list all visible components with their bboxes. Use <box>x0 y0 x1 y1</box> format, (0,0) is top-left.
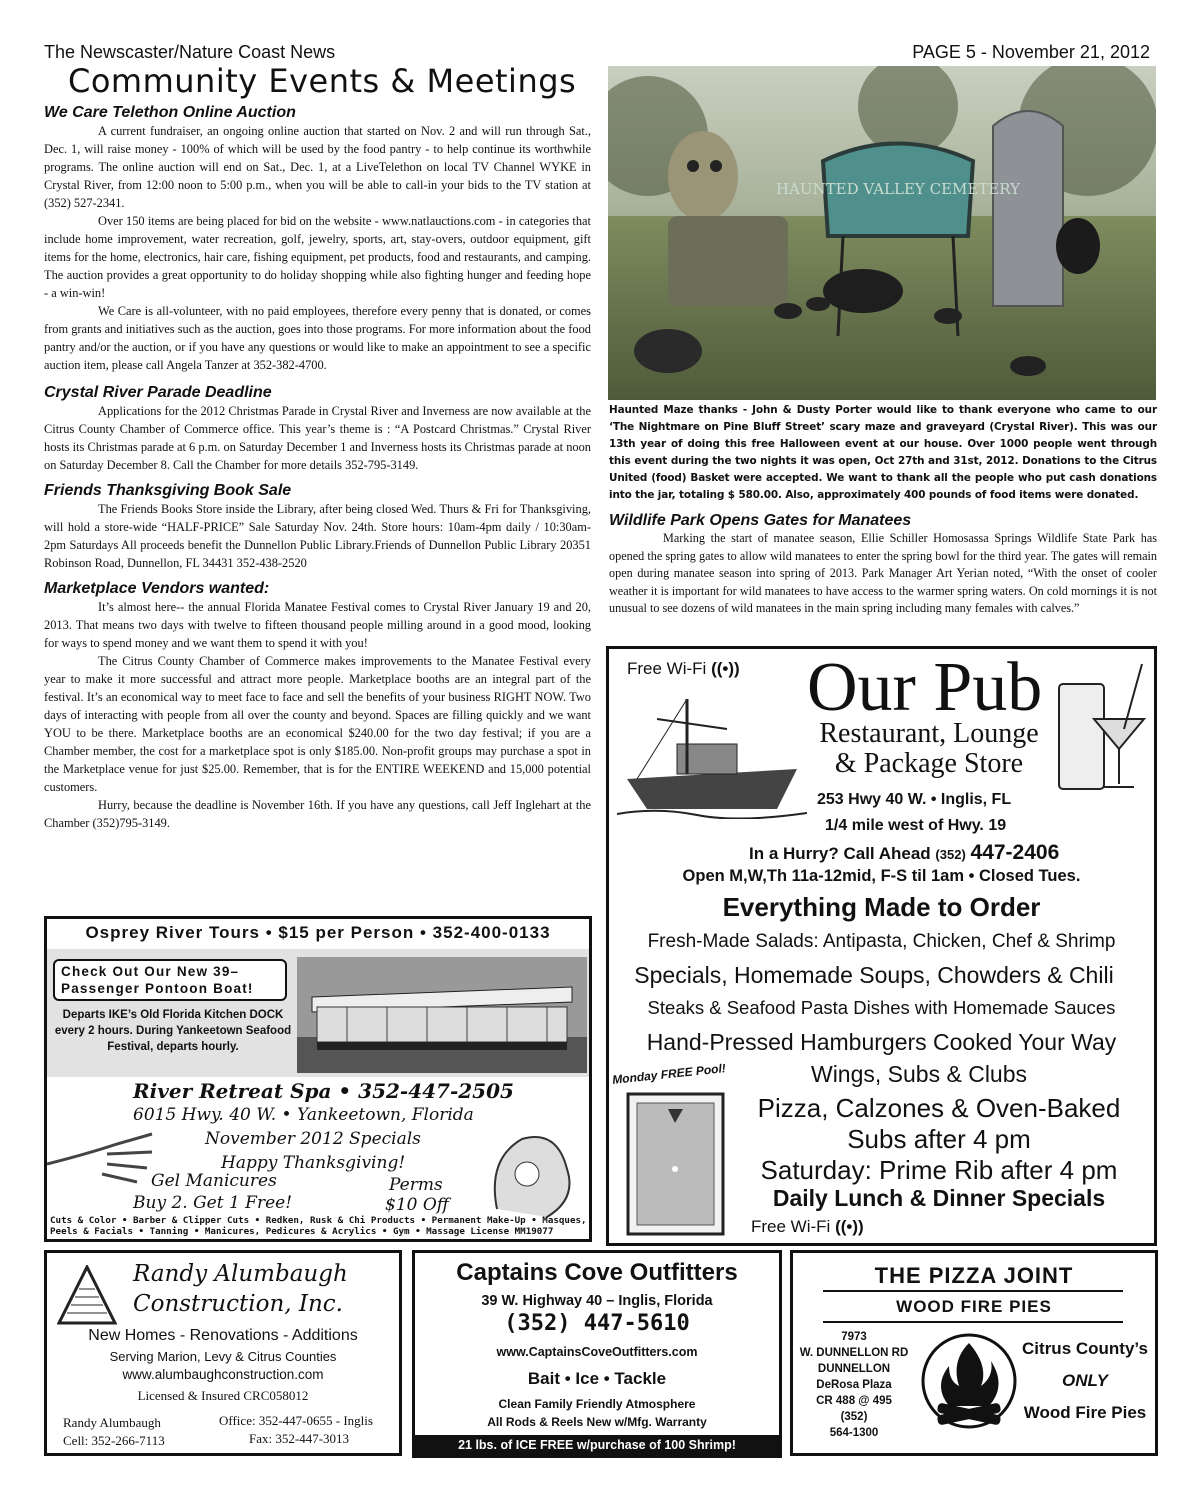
wildlife-article <box>609 512 1157 618</box>
article-body <box>609 530 1157 618</box>
left-articles <box>44 104 591 832</box>
newspaper-name: The Newscaster/Nature Coast News <box>44 42 336 62</box>
wifi-text: Free Wi-Fi <box>627 659 707 678</box>
spa-thanksgiving: Happy Thanksgiving! <box>221 1153 406 1173</box>
store-goods: Bait • Ice • Tackle <box>527 1369 667 1388</box>
paragraph: The Citrus County Chamber of Commerce makes improvements to the Manatee Festival every year to make it more successful and attract more people. Marketplace booths are an integral part of the festival. It’s an economical way to meet face to face and sell the benefits of your business RIGHT NOW. Two days of interacting with people from all over the county and beyond. Spaces are filling quickly and we want YOU to be there. Marketplace booths are an economical $240.00 for the two day festival; if you are a Chamber member, the cost for a marketplace spot is only $185.00. Non-profit groups may purchase a spot in the Marketplace venue for just $25.00. Remember, that is for the ENTIRE WEEKEND and 15,000 potential customers. <box>44 654 591 794</box>
menu-item: Pizza, Calzones & Oven-Baked <box>757 1093 1121 1123</box>
paragraph: Marking the start of manatee season, Ellie Schiller Homosassa Springs Wildlife State Park has opened the spring gates to allow wild manatees to enter the spring bowl for the third year. The gates will remain open during manatee season into spring of 2013. Park Manager Art Yerian noted, “With the onset of cooler weather it is important for wild manatees to have access to the warmer spring waters. On cold mornings it is not unusual to see dozens of wild manatees in the main spring including many females with calves.” <box>609 531 1157 615</box>
contact-name: Randy Alumbaugh <box>63 1415 161 1430</box>
pizza-address <box>795 1329 913 1441</box>
website: www.alumbaughconstruction.com <box>122 1367 324 1382</box>
photo-caption: Haunted Maze thanks - John & Dusty Porter would like to thank everyone who came to our ‘The Nightmare on Pine Bluff Street’ scary maze and graveyard (Crystal River). This was our 13th year of doing this free Halloween event at our house. Over 1000 people went through this event during the two nights it was open, Oct 27th and 31st, 2012. Donations to the Citrus United (food) Basket were accepted. We want to thank all the people who put cash donations into the jar, totaling $ 580.00. Also, approximately 400 pounds of food items were donated. <box>609 404 1157 501</box>
wifi-text: Free Wi-Fi <box>751 1217 831 1236</box>
ice-promo: 21 lbs. of ICE FREE w/purchase of 100 Shrimp! <box>415 1435 779 1455</box>
manicured-hand-icon <box>47 1124 157 1194</box>
address-line: DUNNELLON <box>817 1363 891 1375</box>
store-website: www.CaptainsCoveOutfitters.com <box>496 1345 698 1359</box>
pontoon-boat-photo <box>297 957 587 1073</box>
fax: Fax: 352-447-3013 <box>249 1431 350 1446</box>
menu-item: Fresh-Made Salads: Antipasta, Chicken, Chef & Shrimp <box>647 931 1116 952</box>
address-line: W. DUNNELLON RD <box>799 1347 909 1359</box>
haunted-maze-photo <box>608 66 1156 400</box>
perms-label: Perms <box>389 1175 443 1195</box>
wifi-label <box>627 659 740 679</box>
pool-table-icon <box>623 1089 728 1239</box>
article-body <box>44 402 591 474</box>
our-pub-ad <box>606 646 1157 1246</box>
paragraph: Hurry, because the deadline is November 16th. If you have any questions, call Jeff Inglehart at the Chamber (352)795-3149. <box>44 798 591 830</box>
store-name: Captains Cove Outfitters <box>456 1259 738 1286</box>
randy-name: Randy Alumbaugh <box>133 1261 348 1287</box>
spa-services-1: Cuts & Color • Barber & Clipper Cuts • Redken, Rusk & Chi Products • Permanent Make-Up • Masques, <box>50 1215 587 1226</box>
address-line: CR 488 @ 495 <box>816 1395 892 1407</box>
spa-services-2: Peels & Facials • Tanning • Manicures, Pedicures & Acrylics • Gym • Massage License MM19077 <box>50 1226 554 1237</box>
article-title: Crystal River Parade Deadline <box>44 384 272 401</box>
menu-item: Specials, Homemade Soups, Chowders & Chili <box>634 962 1114 988</box>
pub-address-2: 1/4 mile west of Hwy. 19 <box>825 817 1007 834</box>
departure-info: Departs IKE’s Old Florida Kitchen DOCK every 2 hours. During Yankeetown Seafood Festival, departs hourly. <box>54 1009 292 1053</box>
paragraph: It’s almost here-- the annual Florida Manatee Festival comes to Crystal River January 19 and 20, 2013. That means two days with twelve to fifteen thousand people milling around in a good mood, looking for ways to spend money and we want them to spend it with you! <box>44 600 591 650</box>
pub-subtitle-2: & Package Store <box>834 748 1024 779</box>
article-title: We Care Telethon Online Auction <box>44 104 296 121</box>
graveyard-scene-illustration <box>608 66 1156 400</box>
article-title: Marketplace Vendors wanted: <box>44 580 270 597</box>
daily-specials: Daily Lunch & Dinner Specials <box>772 1185 1106 1211</box>
office-phone: Office: 352-447-0655 - Inglis <box>219 1413 373 1428</box>
address-line: (352) <box>840 1411 868 1423</box>
store-address: 39 W. Highway 40 – Inglis, Florida <box>481 1293 713 1309</box>
menu-item: Subs after 4 pm <box>847 1124 1031 1154</box>
divider <box>823 1321 1123 1323</box>
article-body <box>44 122 591 374</box>
menu-item: Hand-Pressed Hamburgers Cooked Your Way <box>646 1029 1117 1055</box>
paragraph: A current fundraiser, an ongoing online auction that started on Nov. 2 and will run through Sat., Dec. 1, will raise money - 100% of which will be used by the food pantry - to help continue its worthwhile programs. The online auction will end on Sat., Dec. 1, at a LiveTelethon on local TV Channel WYKE in Crystal River, from 12:00 noon to 5:00 p.m., when you will be able to call-in your bids to the TV station at (352) 527-2341. <box>44 124 591 210</box>
menu-item: Steaks & Seafood Pasta Dishes with Homemade Sauces <box>647 997 1116 1018</box>
menu-item: Saturday: Prime Rib after 4 pm <box>760 1155 1118 1185</box>
pub-name: Our Pub <box>807 649 1043 726</box>
buy-2-get-1: Buy 2. Get 1 Free! <box>133 1193 293 1213</box>
pizza-name: THE PIZZA JOINT <box>874 1263 1074 1288</box>
paragraph: Applications for the 2012 Christmas Parade in Crystal River and Inverness are now available at the Citrus County Chamber of Commerce office. This year’s theme is : “A Postcard Christmas.” Crystal River hosts its Christmas parade at 6 p.m. on Saturday December 1 and Inverness hosts its Christmas parade at noon on Saturday December 8. Call the Chamber for more details 352-795-3149. <box>44 404 591 472</box>
license: Licensed & Insured CRC058012 <box>137 1388 309 1403</box>
pub-address-1: 253 Hwy 40 W. • Inglis, FL <box>817 791 1012 808</box>
pub-hours: Open M,W,Th 11a-12mid, F-S til 1am • Closed Tues. <box>682 867 1081 885</box>
article-body <box>44 598 591 832</box>
pub-phone: 447-2406 <box>970 841 1060 864</box>
captains-cove-ad <box>412 1250 782 1458</box>
article-title: Wildlife Park Opens Gates for Manatees <box>609 512 912 529</box>
wifi-icon: ((•)) <box>711 659 740 678</box>
menu-item: Wings, Subs & Clubs <box>810 1061 1028 1087</box>
osprey-headline: Osprey River Tours • $15 per Person • 352-400-0133 <box>85 923 551 942</box>
pizza-tag-2: ONLY <box>1062 1371 1108 1390</box>
spa-specials: November 2012 Specials <box>205 1129 421 1149</box>
call-text: In a Hurry? Call Ahead <box>749 844 931 863</box>
page-info: PAGE 5 - November 21, 2012 <box>912 42 1150 62</box>
osprey-panel <box>47 949 589 1077</box>
pizza-tag-3: Wood Fire Pies <box>1023 1403 1147 1422</box>
address-line: DeRosa Plaza <box>816 1379 892 1391</box>
pizza-subtitle: WOOD FIRE PIES <box>896 1297 1052 1316</box>
pub-call-ahead <box>749 841 1059 865</box>
store-tagline-2: All Rods & Reels New w/Mfg. Warranty <box>487 1415 707 1429</box>
free-pool-label: Monday FREE Pool! <box>611 1061 727 1087</box>
pub-tagline: Everything Made to Order <box>722 892 1041 922</box>
store-tagline-1: Clean Family Friendly Atmosphere <box>498 1397 696 1411</box>
address-line: 564-1300 <box>829 1427 879 1439</box>
woman-face-icon <box>467 1129 592 1219</box>
cemetery-sign-text: HAUNTED VALLEY CEMETERY <box>775 180 1021 198</box>
company-name: Construction, Inc. <box>133 1291 343 1317</box>
pontoon-boat-callout: Check Out Our New 39–Passenger Pontoon Boat! <box>53 959 287 1001</box>
fishing-boat-icon <box>617 689 807 819</box>
gel-manicures: Gel Manicures <box>151 1171 277 1191</box>
randy-construction-ad <box>44 1250 402 1456</box>
construction-logo-icon <box>57 1265 117 1325</box>
osprey-spa-ad <box>44 916 592 1242</box>
spa-name: River Retreat Spa • 352-447-2505 <box>133 1079 514 1103</box>
article-title: Friends Thanksgiving Book Sale <box>44 482 292 499</box>
wifi-icon: ((•)) <box>835 1217 864 1236</box>
pub-subtitle-1: Restaurant, Lounge <box>819 718 1039 749</box>
store-phone: (352) 447-5610 <box>504 1311 690 1336</box>
pizza-joint-ad <box>790 1250 1158 1456</box>
paragraph: We Care is all-volunteer, with no paid employees, therefore every penny that is donated, or comes from grants and initiatives such as the auction, goes into those programs. For more information about the food pantry and/or the auction, or if you have any questions or would like to make an appointment to see a specific auction item, please call Angela Tanzer at 352-382-4700. <box>44 304 591 372</box>
paragraph: The Friends Books Store inside the Library, after being closed Wed. Thurs & Fri for Thanksgiving, will hold a store-wide “HALF-PRICE” Sale Saturday Nov. 24th. Store hours: 10am-4pm daily / 10:30am-2pm Saturdays All proceeds benefit the Dunnellon Public Library.Friends of Dunnellon Public Library 20351 Robinson Road, Dunnellon, FL 34431 352-438-2520 <box>44 502 591 570</box>
address-line: 7973 <box>841 1331 867 1343</box>
article-body <box>44 500 591 572</box>
divider <box>823 1290 1123 1292</box>
services: New Homes - Renovations - Additions <box>88 1327 358 1344</box>
wifi-label-bottom <box>751 1217 864 1237</box>
cell-phone: Cell: 352-266-7113 <box>63 1433 165 1448</box>
perms-price: $10 Off <box>385 1195 449 1215</box>
pizza-tag-1: Citrus County’s <box>1022 1339 1148 1358</box>
cocktail-glasses-icon <box>1054 659 1149 794</box>
service-area: Serving Marion, Levy & Citrus Counties <box>109 1349 337 1364</box>
fire-logo-icon <box>919 1331 1019 1441</box>
area-code: (352) <box>935 847 966 862</box>
spa-address: 6015 Hwy. 40 W. • Yankeetown, Florida <box>133 1105 474 1125</box>
paragraph: Over 150 items are being placed for bid on the website - www.natlauctions.com - in categories that include home improvement, water recreation, golf, jewelry, sports, art, stay-overs, outdoor equipment, gift items for the home, electronics, hair care, fishing equipment, pet products, food and restaurants, and camping. The auction provides a great opportunity to do holiday shopping while also fighting hunger and feeding hope - a win-win! <box>44 214 591 300</box>
section-title: Community Events & Meetings <box>68 62 577 100</box>
